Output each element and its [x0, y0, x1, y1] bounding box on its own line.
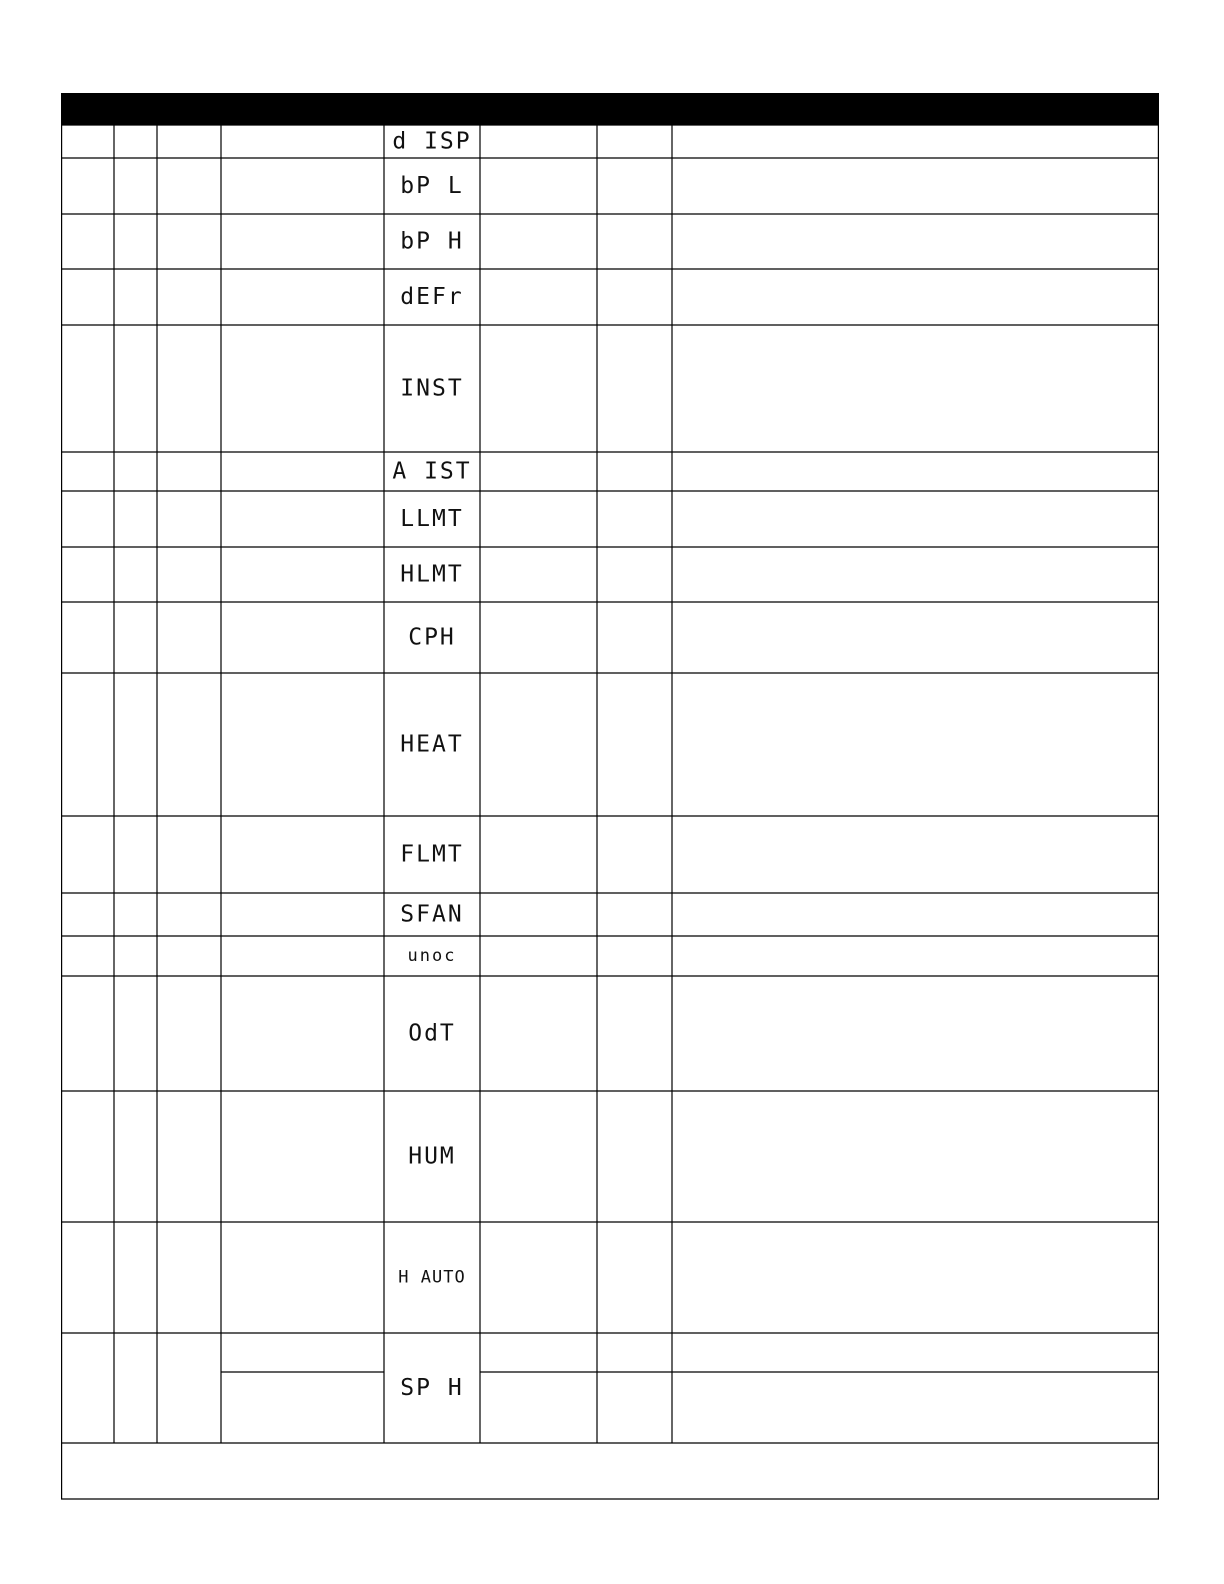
display-code: HEAT: [400, 731, 464, 758]
display-code: OdT: [408, 1020, 456, 1047]
display-code: unoc: [407, 946, 457, 966]
display-code: SFAN: [400, 901, 464, 928]
display-code: bP H: [400, 228, 464, 255]
display-code: A IST: [392, 458, 472, 485]
display-code: dEFr: [400, 284, 464, 310]
display-code: INST: [400, 375, 464, 402]
table-grid: [61, 93, 1159, 1500]
display-code: LLMT: [400, 506, 464, 532]
display-code: CPH: [408, 624, 456, 651]
display-code: FLMT: [400, 841, 464, 868]
display-code: d ISP: [392, 128, 472, 155]
display-code: bP L: [400, 173, 464, 199]
display-code: HLMT: [400, 561, 464, 588]
settings-table: [61, 93, 1159, 1500]
display-code: HUM: [408, 1143, 456, 1170]
display-code: H AUTO: [398, 1267, 466, 1288]
display-code: SP H: [400, 1375, 464, 1401]
